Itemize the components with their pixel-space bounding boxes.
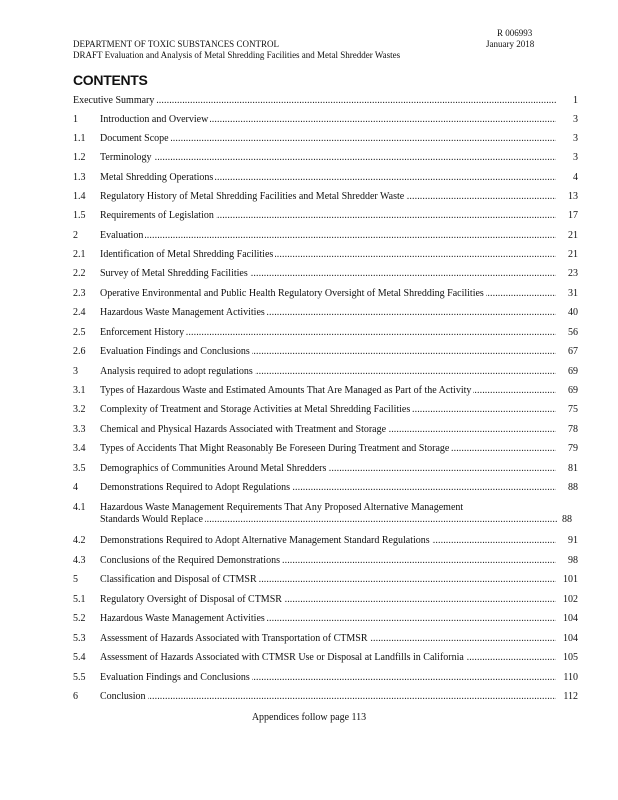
toc-entry-number: 1.4	[73, 191, 86, 202]
toc-entry-page: 88	[562, 514, 572, 525]
toc-entry-title: Conclusion	[100, 691, 146, 702]
toc-entry-title: Hazardous Waste Management Activities	[100, 307, 265, 318]
toc-entry-page: 3	[573, 114, 578, 125]
toc-entry-page: 101	[563, 574, 578, 585]
toc-entry-number: 3.2	[73, 404, 86, 415]
toc-entry-page: 79	[568, 443, 578, 454]
toc-entry-title: Introduction and Overview	[100, 114, 209, 125]
toc-entry-number: 2.4	[73, 307, 86, 318]
toc-entry-title: Types of Hazardous Waste and Estimated Amounts That Are Managed as Part of the Activity	[100, 385, 472, 396]
toc-entry-page: 13	[568, 191, 578, 202]
toc-entry-number: 6	[73, 691, 78, 702]
toc-entry-number: 2.6	[73, 346, 86, 357]
toc-entry-title: Survey of Metal Shredding Facilities	[100, 268, 248, 279]
toc-entry-title: Requirements of Legislation	[100, 210, 214, 221]
toc-entry-page: 21	[568, 230, 578, 241]
toc-entry-number: 3.1	[73, 385, 86, 396]
toc-entry-page: 91	[568, 535, 578, 546]
toc-entry-number: 5	[73, 574, 78, 585]
toc-entry-number: 2.1	[73, 249, 86, 260]
document-date: January 2018	[486, 39, 535, 49]
toc-entry-title: Analysis required to adopt regulations	[100, 366, 253, 377]
toc-entry-title: Enforcement History	[100, 327, 185, 338]
toc-entry-title: Evaluation	[100, 230, 144, 241]
toc-entry-page: 23	[568, 268, 578, 279]
toc-entry-title: Types of Accidents That Might Reasonably Be Foreseen During Treatment and Storage	[100, 443, 450, 454]
toc-entry-number: 1	[73, 114, 78, 125]
toc-entry-page: 21	[568, 249, 578, 260]
toc-entry-title: Assessment of Hazards Associated with CTMSR Use or Disposal at Landfills in California	[100, 652, 464, 663]
toc-entry-title: Hazardous Waste Management Activities	[100, 613, 265, 624]
toc-entry-number: 4.1	[73, 502, 86, 513]
toc-entry-number: 2.5	[73, 327, 86, 338]
toc-entry-title: Operative Environmental and Public Health Regulatory Oversight of Metal Shredding Facilities	[100, 288, 484, 299]
toc-entry-title: Demographics of Communities Around Metal Shredders	[100, 463, 327, 474]
toc-entry-title: Executive Summary	[73, 95, 155, 106]
toc-entry-number: 4	[73, 482, 78, 493]
toc-entry-title: Metal Shredding Operations	[100, 172, 214, 183]
toc-entry-page: 75	[568, 404, 578, 415]
toc-entry-title: Evaluation Findings and Conclusions	[100, 346, 250, 357]
toc-entry-page: 88	[568, 482, 578, 493]
toc-entry-number: 1.2	[73, 152, 86, 163]
toc-entry-page: 69	[568, 366, 578, 377]
toc-entry-page: 4	[573, 172, 578, 183]
toc-entry-number: 5.4	[73, 652, 86, 663]
toc-entry-title: Regulatory Oversight of Disposal of CTMSR	[100, 594, 282, 605]
toc-entry-page: 1	[573, 95, 578, 106]
toc-entry-title: Demonstrations Required to Adopt Regulations	[100, 482, 290, 493]
toc-entry-number: 3.5	[73, 463, 86, 474]
toc-entry-page: 17	[568, 210, 578, 221]
toc-entry-number: 2.2	[73, 268, 86, 279]
department-name: DEPARTMENT OF TOXIC SUBSTANCES CONTROL	[73, 39, 279, 49]
toc-entry-page: 104	[563, 613, 578, 624]
toc-entry-title: Chemical and Physical Hazards Associated with Treatment and Storage	[100, 424, 387, 435]
appendices-note: Appendices follow page 113	[251, 712, 367, 723]
toc-entry-title: Demonstrations Required to Adopt Alternative Management Standard Regulations	[100, 535, 430, 546]
toc-entry-title-continued: Standards Would Replace	[100, 514, 203, 525]
toc-entry-number: 1.1	[73, 133, 86, 144]
toc-entry-title: Complexity of Treatment and Storage Activities at Metal Shredding Facilities	[100, 404, 411, 415]
toc-entry-page: 3	[573, 152, 578, 163]
toc-entry-page: 31	[568, 288, 578, 299]
toc-entry-number: 3.3	[73, 424, 86, 435]
toc-entry-number: 5.5	[73, 672, 86, 683]
toc-entry-number: 4.2	[73, 535, 86, 546]
toc-entry-title: Document Scope	[100, 133, 169, 144]
toc-entry-number: 3.4	[73, 443, 86, 454]
toc-entry-number: 5.3	[73, 633, 86, 644]
toc-entry-title: Hazardous Waste Management Requirements That Any Proposed Alternative Management	[100, 502, 464, 513]
toc-entry-number: 1.5	[73, 210, 86, 221]
toc-entry-number: 1.3	[73, 172, 86, 183]
toc-entry-number: 5.2	[73, 613, 86, 624]
toc-entry-number: 4.3	[73, 555, 86, 566]
toc-entry-page: 81	[568, 463, 578, 474]
toc-entry-page: 78	[568, 424, 578, 435]
toc-entry-page: 112	[563, 691, 578, 702]
toc-entry-page: 110	[563, 672, 578, 683]
toc-entry-page: 102	[563, 594, 578, 605]
toc-entry-page: 69	[568, 385, 578, 396]
toc-entry-title: Classification and Disposal of CTMSR	[100, 574, 257, 585]
toc-entry-page: 98	[568, 555, 578, 566]
toc-entry-page: 40	[568, 307, 578, 318]
toc-entry-page: 105	[563, 652, 578, 663]
toc-entry-number: 2	[73, 230, 78, 241]
toc-entry-page: 67	[568, 346, 578, 357]
toc-entry-page: 3	[573, 133, 578, 144]
toc-entry-title: Assessment of Hazards Associated with Transportation of CTMSR	[100, 633, 368, 644]
toc-entry-title: Conclusions of the Required Demonstrations	[100, 555, 280, 566]
toc-entry-title: Regulatory History of Metal Shredding Facilities and Metal Shredder Waste	[100, 191, 405, 202]
toc-entry-page: 56	[568, 327, 578, 338]
toc-entry-title: Evaluation Findings and Conclusions	[100, 672, 250, 683]
toc-entry-number: 5.1	[73, 594, 86, 605]
contents-title: CONTENTS	[73, 72, 148, 88]
toc-entry-title: Terminology	[100, 152, 152, 163]
toc-entry-number: 3	[73, 366, 78, 377]
toc-entry-page: 104	[563, 633, 578, 644]
toc-entry-number: 2.3	[73, 288, 86, 299]
document-subtitle: DRAFT Evaluation and Analysis of Metal Shredding Facilities and Metal Shredder Wastes	[73, 50, 401, 60]
document-id: R 006993	[497, 28, 533, 38]
toc-entry-title: Identification of Metal Shredding Facilities	[100, 249, 274, 260]
